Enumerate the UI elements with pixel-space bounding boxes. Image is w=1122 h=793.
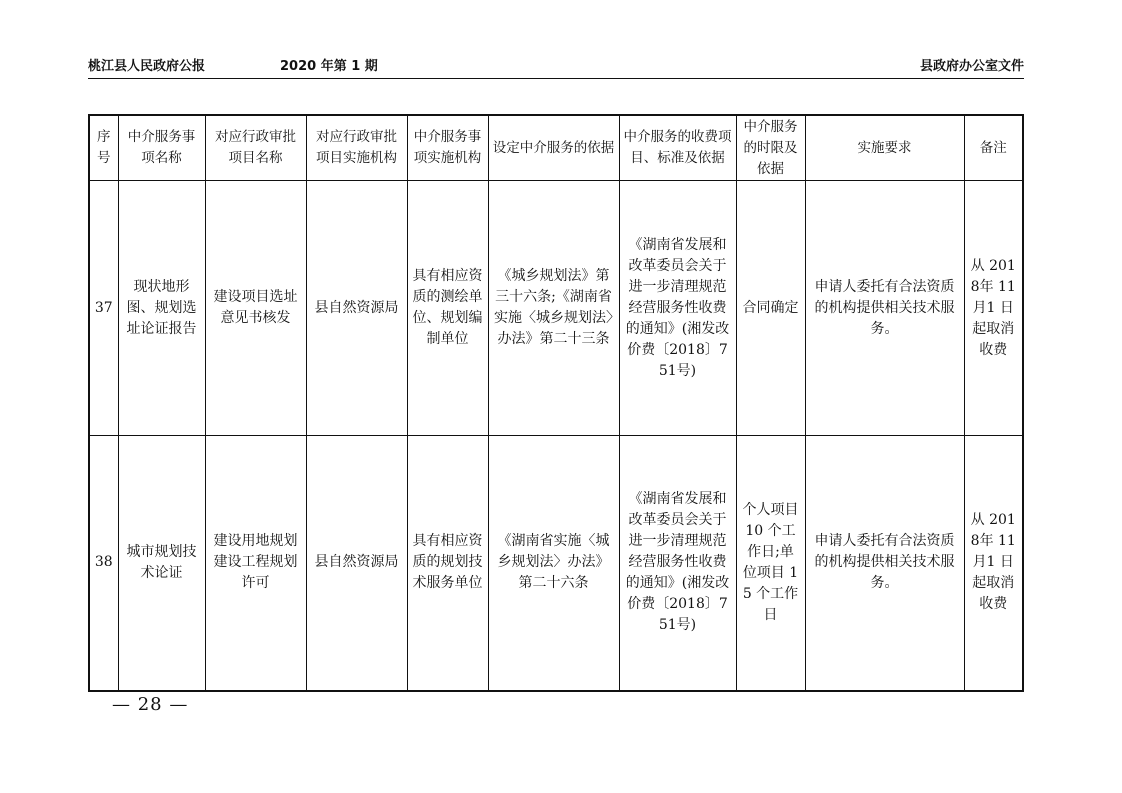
- approval-item-cell: 建设用地规划建设工程规划许可: [205, 436, 306, 691]
- column-header: 实施要求: [805, 115, 964, 181]
- fee-cell: 《湖南省发展和改革委员会关于进一步清理规范经营服务性收费的通知》(湘发改价费〔2018〕751号): [619, 181, 736, 436]
- approval-agency-cell: 县自然资源局: [306, 181, 407, 436]
- column-header: 对应行政审批项目实施机构: [306, 115, 407, 181]
- service-agency-cell: 具有相应资质的规划技术服务单位: [407, 436, 488, 691]
- column-header: 对应行政审批项目名称: [205, 115, 306, 181]
- column-header: 设定中介服务的依据: [488, 115, 619, 181]
- section-label: 县政府办公室文件: [919, 59, 1024, 74]
- column-header: 中介服务事项名称: [118, 115, 205, 181]
- item-name-cell: 城市规划技术论证: [118, 436, 205, 691]
- table-row: [89, 436, 1023, 691]
- fee-cell: 《湖南省发展和改革委员会关于进一步清理规范经营服务性收费的通知》(湘发改价费〔2018〕751号): [619, 436, 736, 691]
- page-number: — 28 —: [112, 694, 189, 715]
- issue-label: 2020 年第 1 期: [280, 59, 378, 74]
- approval-agency-cell: 县自然资源局: [306, 436, 407, 691]
- publication-title: 桃江县人民政府公报: [88, 59, 206, 74]
- row-number: 38: [89, 436, 118, 691]
- row-number: 37: [89, 181, 118, 436]
- column-header: 中介服务的收费项目、标准及依据: [619, 115, 736, 181]
- approval-item-cell: 建设项目选址意见书核发: [205, 181, 306, 436]
- header-rule: [88, 78, 1024, 79]
- time-limit-cell: 个人项目 10 个工作日;单位项目 15 个工作日: [736, 436, 805, 691]
- column-header: 序号: [89, 115, 118, 181]
- column-header: 备注: [964, 115, 1023, 181]
- remark-cell: 从 2018年 11 月1 日起取消收费: [964, 436, 1023, 691]
- item-name-cell: 现状地形图、规划选址论证报告: [118, 181, 205, 436]
- intermediary-services-table: [88, 114, 1024, 692]
- basis-cell: 《城乡规划法》第三十六条;《湖南省实施〈城乡规划法〉办法》第二十三条: [488, 181, 619, 436]
- column-header: 中介服务的时限及依据: [736, 115, 805, 181]
- requirement-cell: 申请人委托有合法资质的机构提供相关技术服务。: [805, 436, 964, 691]
- column-header: 中介服务事项实施机构: [407, 115, 488, 181]
- remark-cell: 从 2018年 11 月1 日起取消收费: [964, 181, 1023, 436]
- requirement-cell: 申请人委托有合法资质的机构提供相关技术服务。: [805, 181, 964, 436]
- page-header: [88, 56, 1024, 78]
- service-agency-cell: 具有相应资质的测绘单位、规划编制单位: [407, 181, 488, 436]
- basis-cell: 《湖南省实施〈城乡规划法〉办法》第二十六条: [488, 436, 619, 691]
- time-limit-cell: 合同确定: [736, 181, 805, 436]
- table-row: [89, 181, 1023, 436]
- table-header-row: [89, 115, 1023, 181]
